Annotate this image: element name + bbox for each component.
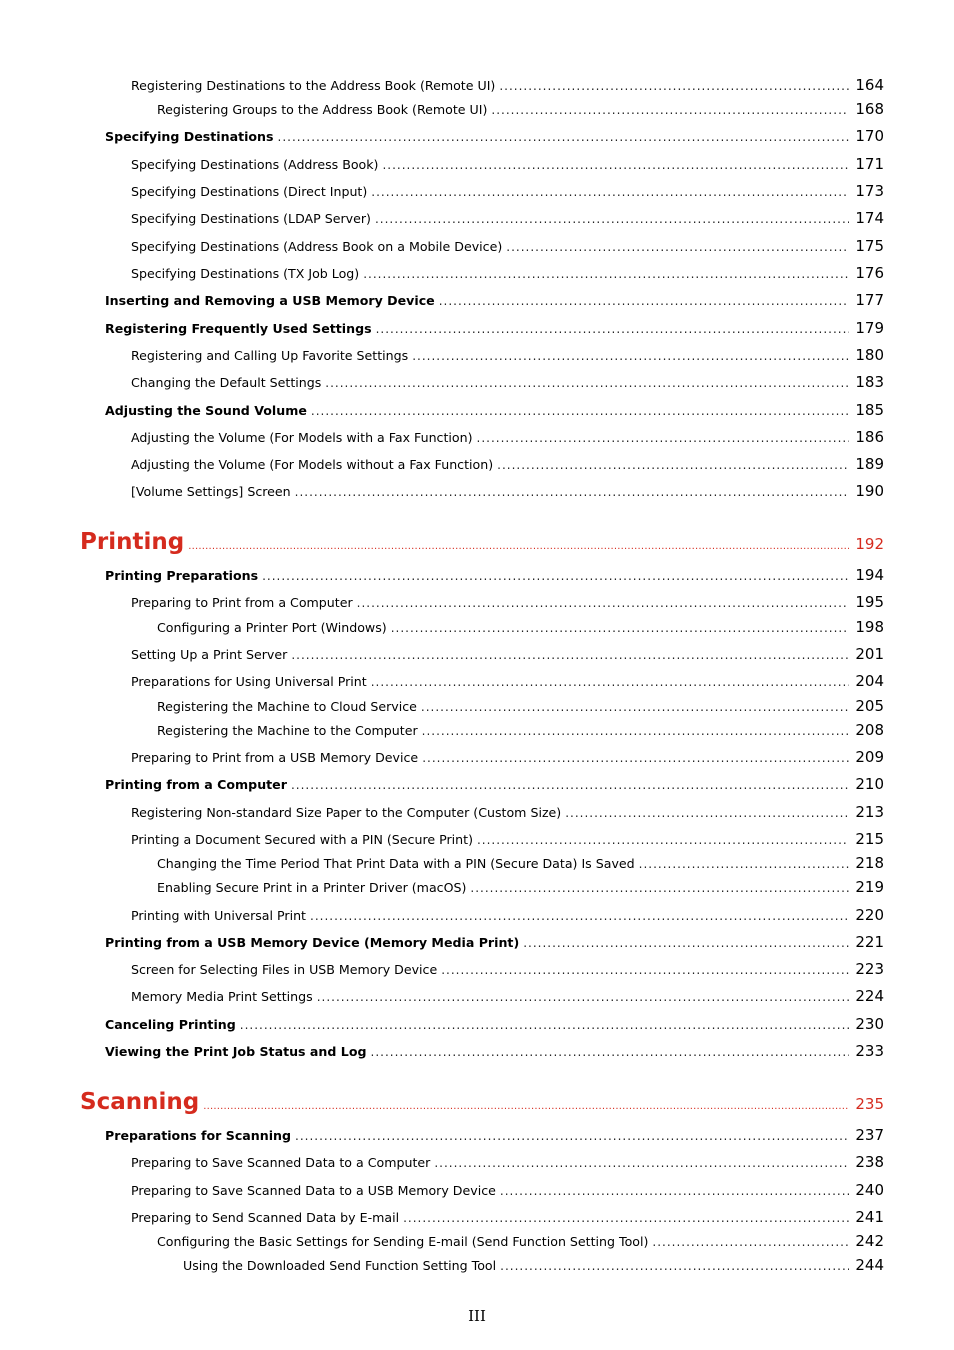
dot-leader [376, 322, 850, 336]
dot-leader [439, 294, 850, 308]
toc-entry[interactable] [131, 906, 884, 924]
toc-entry[interactable] [131, 1153, 884, 1171]
toc-entry[interactable] [131, 960, 884, 978]
toc-entry-page: 180 [855, 346, 884, 364]
dot-leader [310, 909, 849, 923]
toc-entry-title: Preparing to Print from a USB Memory Device [131, 750, 419, 765]
toc-entry-page: 186 [855, 428, 884, 446]
toc-entry[interactable] [131, 155, 884, 173]
toc-entry-title: Registering and Calling Up Favorite Settings [131, 348, 409, 363]
toc-entry-title: Changing the Time Period That Print Data with a PIN (Secure Data) Is Saved [157, 856, 635, 871]
toc-entry-page: 221 [855, 933, 884, 951]
dot-leader [441, 963, 849, 977]
toc-entry[interactable] [131, 1181, 884, 1199]
toc-entry-title: Registering Destinations to the Address Book (Remote UI) [131, 78, 496, 93]
dot-leader [375, 212, 849, 226]
toc-entry[interactable] [157, 697, 884, 715]
chapter-page: 192 [855, 535, 884, 553]
toc-entry[interactable] [157, 100, 884, 118]
dot-leader [434, 1156, 849, 1170]
toc-entry-title: Specifying Destinations [105, 129, 274, 144]
toc-entry[interactable] [131, 1208, 884, 1226]
toc-entry-title: Adjusting the Sound Volume [105, 403, 307, 418]
toc-chapter-printing[interactable] [80, 529, 884, 555]
toc-entry-title: Registering the Machine to Cloud Service [157, 699, 417, 714]
toc-entry-page: 240 [855, 1181, 884, 1199]
dot-leader [491, 103, 849, 117]
chapter-title: Printing [80, 529, 185, 555]
toc-entry[interactable] [105, 1126, 884, 1144]
toc-entry[interactable] [105, 775, 884, 793]
dot-leader [421, 700, 849, 714]
dot-leader [188, 541, 849, 552]
toc-entry-title: Canceling Printing [105, 1017, 236, 1032]
toc-entry[interactable] [131, 987, 884, 1005]
dot-leader [652, 1235, 849, 1249]
toc-entry[interactable] [105, 1042, 884, 1060]
toc-entry-page: 195 [855, 593, 884, 611]
toc-entry-page: 164 [855, 76, 884, 94]
toc-entry-page: 218 [855, 854, 884, 872]
toc-entry[interactable] [157, 721, 884, 739]
toc-entry[interactable] [131, 672, 884, 690]
toc-chapter-scanning[interactable] [80, 1089, 884, 1115]
toc-entry[interactable] [131, 237, 884, 255]
toc-entry[interactable] [105, 319, 884, 337]
toc-entry-page: 168 [855, 100, 884, 118]
toc-entry-page: 209 [855, 748, 884, 766]
toc-entry[interactable] [131, 209, 884, 227]
toc-entry-title: Registering Non-standard Size Paper to the Computer (Custom Size) [131, 805, 562, 820]
toc-entry-page: 185 [855, 401, 884, 419]
toc-entry-title: Printing a Document Secured with a PIN (Secure Print) [131, 832, 473, 847]
toc-entry[interactable] [131, 830, 884, 848]
toc-entry[interactable] [131, 482, 884, 500]
toc-entry-title: Preparing to Save Scanned Data to a Computer [131, 1155, 431, 1170]
dot-leader [295, 485, 850, 499]
toc-entry[interactable] [131, 803, 884, 821]
toc-entry-page: 177 [855, 291, 884, 309]
toc-entry[interactable] [105, 933, 884, 951]
dot-leader [382, 158, 849, 172]
toc-entry-page: 183 [855, 373, 884, 391]
toc-entry-title: Changing the Default Settings [131, 375, 322, 390]
toc-entry-page: 233 [855, 1042, 884, 1060]
dot-leader [371, 185, 849, 199]
toc-entry[interactable] [131, 455, 884, 473]
toc-entry[interactable] [157, 878, 884, 896]
toc-entry-title: Preparing to Save Scanned Data to a USB Memory Device [131, 1183, 496, 1198]
toc-entry[interactable] [131, 593, 884, 611]
toc-entry-page: 173 [855, 182, 884, 200]
toc-entry-title: Using the Downloaded Send Function Setting Tool [183, 1258, 497, 1273]
dot-leader [497, 458, 849, 472]
dot-leader [499, 79, 849, 93]
toc-entry-title: Registering Frequently Used Settings [105, 321, 372, 336]
toc-entry-page: 194 [855, 566, 884, 584]
dot-leader [523, 936, 849, 950]
toc-entry-page: 220 [855, 906, 884, 924]
toc-entry-title: Setting Up a Print Server [131, 647, 288, 662]
toc-entry-title: Viewing the Print Job Status and Log [105, 1044, 367, 1059]
toc-entry-page: 204 [855, 672, 884, 690]
toc-entry-page: 210 [855, 775, 884, 793]
toc-entry-title: Specifying Destinations (TX Job Log) [131, 266, 360, 281]
dot-leader [262, 569, 849, 583]
toc-entry[interactable] [131, 748, 884, 766]
toc-entry-title: Memory Media Print Settings [131, 989, 313, 1004]
toc-entry-page: 190 [855, 482, 884, 500]
toc-entry[interactable] [183, 1256, 884, 1274]
toc-entry[interactable] [157, 1232, 884, 1250]
toc-entry-page: 175 [855, 237, 884, 255]
dot-leader [639, 857, 850, 871]
toc-entry[interactable] [131, 428, 884, 446]
dot-leader [477, 833, 849, 847]
dot-leader [422, 724, 850, 738]
toc-entry-page: 198 [855, 618, 884, 636]
toc-entry-page: 170 [855, 127, 884, 145]
toc-entry-title: Preparing to Send Scanned Data by E-mail [131, 1210, 400, 1225]
toc-entry-page: 241 [855, 1208, 884, 1226]
toc-entry-page: 171 [855, 155, 884, 173]
toc-entry-page: 224 [855, 987, 884, 1005]
dot-leader [325, 376, 849, 390]
dot-leader [506, 240, 849, 254]
dot-leader [357, 596, 850, 610]
toc-entry[interactable] [131, 182, 884, 200]
dot-leader [470, 881, 849, 895]
toc-entry[interactable] [157, 854, 884, 872]
dot-leader [291, 778, 849, 792]
toc-entry-page: 189 [855, 455, 884, 473]
toc-entry-page: 238 [855, 1153, 884, 1171]
dot-leader [500, 1259, 849, 1273]
toc-entry-title: Inserting and Removing a USB Memory Device [105, 293, 435, 308]
toc-entry-title: Configuring the Basic Settings for Sending E-mail (Send Function Setting Tool) [157, 1234, 649, 1249]
dot-leader [317, 990, 850, 1004]
dot-leader [477, 431, 850, 445]
toc-entry[interactable] [105, 291, 884, 309]
toc-entry[interactable] [105, 1015, 884, 1033]
dot-leader [203, 1101, 849, 1112]
toc-entry-title: Printing from a USB Memory Device (Memory Media Print) [105, 935, 520, 950]
toc-entry-title: Preparing to Print from a Computer [131, 595, 353, 610]
toc-entry-title: Printing from a Computer [105, 777, 287, 792]
toc-entry[interactable] [105, 566, 884, 584]
toc-entry-title: Adjusting the Volume (For Models with a Fax Function) [131, 430, 473, 445]
toc-entry-page: 219 [855, 878, 884, 896]
dot-leader [371, 675, 850, 689]
toc-entry-page: 244 [855, 1256, 884, 1274]
toc-entry[interactable] [157, 618, 884, 636]
chapter-page: 235 [855, 1095, 884, 1113]
toc-entry-page: 213 [855, 803, 884, 821]
toc-entry-title: [Volume Settings] Screen [131, 484, 291, 499]
dot-leader [311, 404, 849, 418]
toc-entry[interactable] [131, 264, 884, 282]
dot-leader [412, 349, 849, 363]
toc-entry-page: 215 [855, 830, 884, 848]
toc-entry-page: 205 [855, 697, 884, 715]
toc-entry-title: Adjusting the Volume (For Models without a Fax Function) [131, 457, 494, 472]
toc-entry[interactable] [131, 76, 884, 94]
toc-entry-page: 179 [855, 319, 884, 337]
dot-leader [371, 1045, 850, 1059]
dot-leader [278, 130, 850, 144]
toc-entry-page: 237 [855, 1126, 884, 1144]
dot-leader [240, 1018, 850, 1032]
dot-leader [295, 1129, 849, 1143]
toc-entry-title: Specifying Destinations (Address Book) [131, 157, 379, 172]
toc-entry-page: 174 [855, 209, 884, 227]
toc-entry-title: Printing Preparations [105, 568, 259, 583]
toc-entry[interactable] [105, 127, 884, 145]
page-number: III [468, 1307, 486, 1325]
dot-leader [422, 751, 849, 765]
toc-entry[interactable] [131, 645, 884, 663]
toc-entry-page: 230 [855, 1015, 884, 1033]
toc-entry-title: Registering Groups to the Address Book (Remote UI) [157, 102, 488, 117]
toc-entry-title: Configuring a Printer Port (Windows) [157, 620, 387, 635]
toc-entry[interactable] [105, 401, 884, 419]
toc-entry-title: Preparations for Scanning [105, 1128, 292, 1143]
toc-entry-page: 242 [855, 1232, 884, 1250]
toc-entry-title: Enabling Secure Print in a Printer Driver (macOS) [157, 880, 467, 895]
toc-entry[interactable] [131, 346, 884, 364]
dot-leader [403, 1211, 849, 1225]
dot-leader [291, 648, 849, 662]
toc-entry-title: Specifying Destinations (LDAP Server) [131, 211, 371, 226]
toc-entry-title: Specifying Destinations (Address Book on a Mobile Device) [131, 239, 503, 254]
toc-entry-page: 223 [855, 960, 884, 978]
toc-entry-page: 208 [855, 721, 884, 739]
chapter-title: Scanning [80, 1089, 200, 1115]
toc-entry-title: Specifying Destinations (Direct Input) [131, 184, 368, 199]
toc-entry-page: 176 [855, 264, 884, 282]
toc-entry-title: Preparations for Using Universal Print [131, 674, 367, 689]
toc-entry[interactable] [131, 373, 884, 391]
toc-entry-title: Registering the Machine to the Computer [157, 723, 418, 738]
dot-leader [363, 267, 849, 281]
toc-entry-title: Printing with Universal Print [131, 908, 306, 923]
toc-entry-title: Screen for Selecting Files in USB Memory Device [131, 962, 438, 977]
dot-leader [391, 621, 850, 635]
dot-leader [500, 1184, 849, 1198]
dot-leader [565, 806, 849, 820]
toc-entry-page: 201 [855, 645, 884, 663]
